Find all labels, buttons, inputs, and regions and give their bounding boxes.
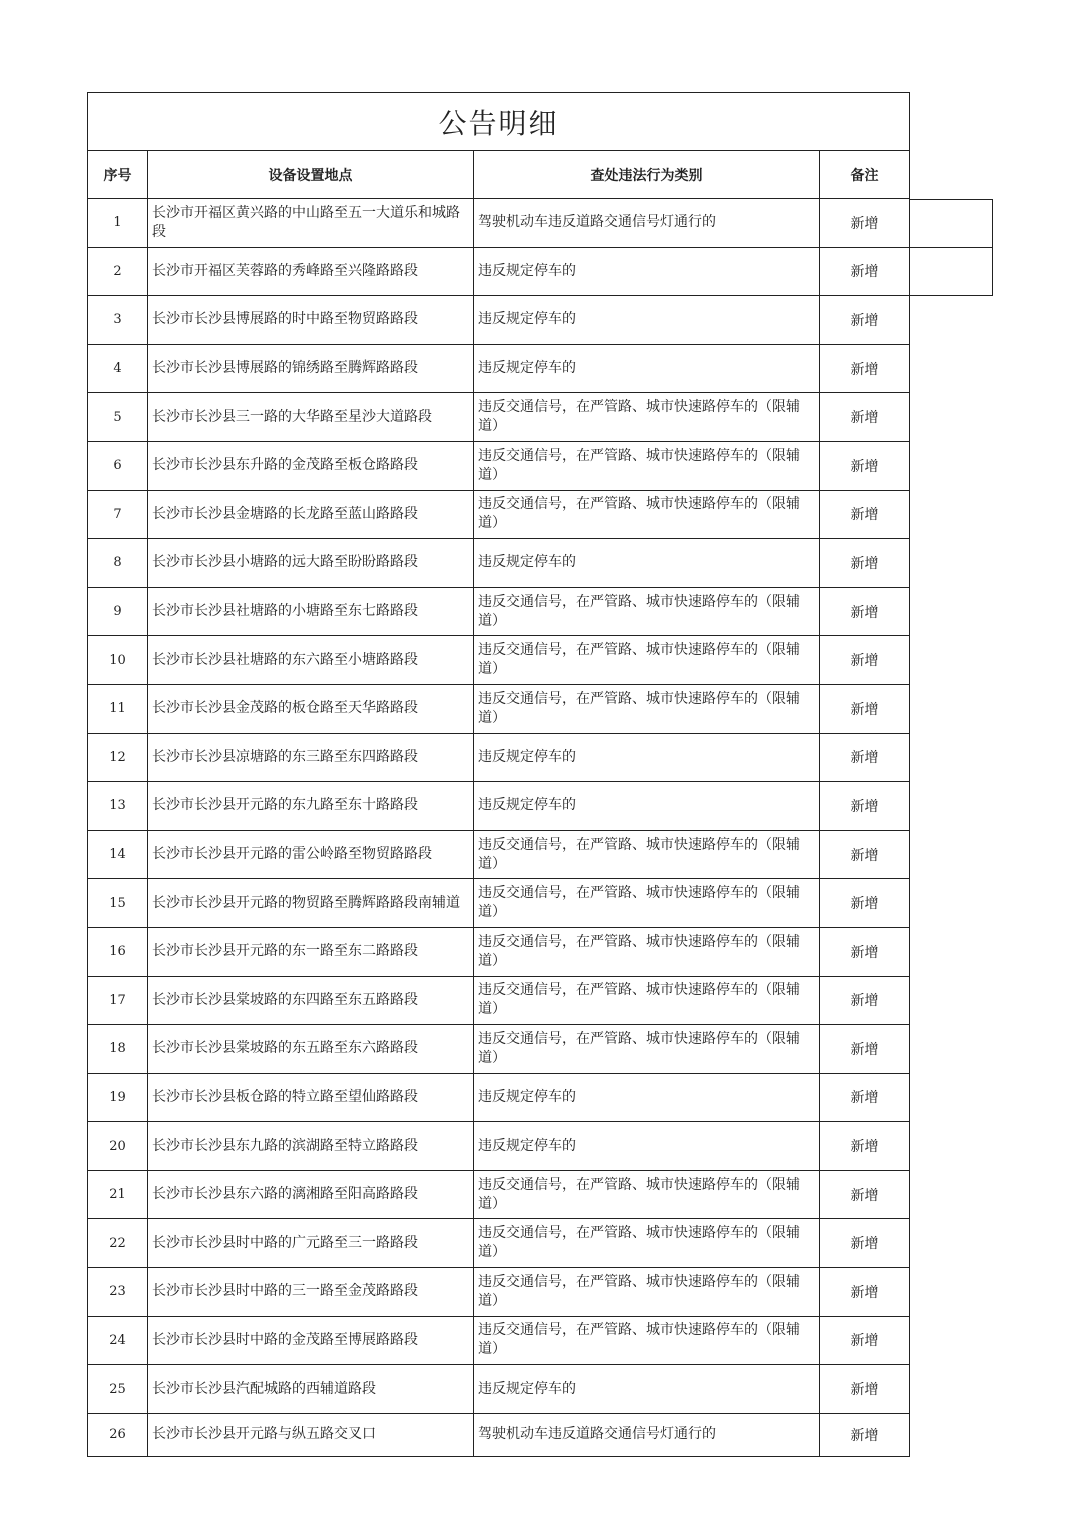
announcement-table bbox=[87, 92, 910, 1457]
cell-note: 新增 bbox=[820, 539, 910, 588]
cell-note: 新增 bbox=[820, 587, 910, 636]
cell-location: 长沙市长沙县开元路与纵五路交叉口 bbox=[148, 1413, 474, 1456]
cell-location: 长沙市长沙县社塘路的小塘路至东七路路段 bbox=[148, 587, 474, 636]
table-row bbox=[88, 587, 910, 636]
table-row bbox=[88, 1365, 910, 1414]
cell-seq: 3 bbox=[88, 296, 148, 345]
cell-note: 新增 bbox=[820, 636, 910, 685]
cell-location: 长沙市开福区芙蓉路的秀峰路至兴隆路路段 bbox=[148, 247, 474, 296]
cell-category: 违反交通信号，在严管路、城市快速路停车的（限辅道） bbox=[474, 1268, 820, 1317]
cell-seq: 12 bbox=[88, 733, 148, 782]
table-row bbox=[88, 976, 910, 1025]
table-row bbox=[88, 539, 910, 588]
table-row bbox=[88, 344, 910, 393]
cell-category: 违反交通信号，在严管路、城市快速路停车的（限辅道） bbox=[474, 1170, 820, 1219]
cell-location: 长沙市长沙县时中路的三一路至金茂路路段 bbox=[148, 1268, 474, 1317]
cell-location: 长沙市长沙县东九路的滨湖路至特立路路段 bbox=[148, 1122, 474, 1171]
cell-location: 长沙市长沙县棠坡路的东四路至东五路路段 bbox=[148, 976, 474, 1025]
cell-note: 新增 bbox=[820, 296, 910, 345]
cell-location: 长沙市长沙县时中路的金茂路至博展路路段 bbox=[148, 1316, 474, 1365]
cell-location: 长沙市长沙县凉塘路的东三路至东四路路段 bbox=[148, 733, 474, 782]
header-location: 设备设置地点 bbox=[148, 151, 474, 199]
cell-note: 新增 bbox=[820, 733, 910, 782]
cell-category: 违反规定停车的 bbox=[474, 1122, 820, 1171]
cell-seq: 25 bbox=[88, 1365, 148, 1414]
cell-note: 新增 bbox=[820, 1122, 910, 1171]
cell-seq: 19 bbox=[88, 1073, 148, 1122]
cell-category: 驾驶机动车违反道路交通信号灯通行的 bbox=[474, 199, 820, 248]
header-note: 备注 bbox=[820, 151, 910, 199]
table-row bbox=[88, 879, 910, 928]
cell-category: 违反交通信号，在严管路、城市快速路停车的（限辅道） bbox=[474, 1025, 820, 1074]
cell-note: 新增 bbox=[820, 247, 910, 296]
cell-note: 新增 bbox=[820, 830, 910, 879]
cell-location: 长沙市长沙县板仓路的特立路至望仙路路段 bbox=[148, 1073, 474, 1122]
cell-category: 违反规定停车的 bbox=[474, 247, 820, 296]
cell-note: 新增 bbox=[820, 490, 910, 539]
cell-category: 违反交通信号，在严管路、城市快速路停车的（限辅道） bbox=[474, 879, 820, 928]
table-row bbox=[88, 247, 910, 296]
cell-seq: 10 bbox=[88, 636, 148, 685]
cell-note: 新增 bbox=[820, 1025, 910, 1074]
cell-seq: 24 bbox=[88, 1316, 148, 1365]
cell-location: 长沙市长沙县开元路的雷公岭路至物贸路路段 bbox=[148, 830, 474, 879]
cell-location: 长沙市长沙县社塘路的东六路至小塘路路段 bbox=[148, 636, 474, 685]
table-row bbox=[88, 684, 910, 733]
cell-category: 违反交通信号，在严管路、城市快速路停车的（限辅道） bbox=[474, 587, 820, 636]
cell-location: 长沙市长沙县东升路的金茂路至板仓路路段 bbox=[148, 441, 474, 490]
cell-category: 违反交通信号，在严管路、城市快速路停车的（限辅道） bbox=[474, 490, 820, 539]
cell-category: 违反交通信号，在严管路、城市快速路停车的（限辅道） bbox=[474, 441, 820, 490]
table-row bbox=[88, 1122, 910, 1171]
cell-category: 违反规定停车的 bbox=[474, 539, 820, 588]
cell-location: 长沙市开福区黄兴路的中山路至五一大道乐和城路段 bbox=[148, 199, 474, 248]
cell-seq: 13 bbox=[88, 782, 148, 831]
cell-note: 新增 bbox=[820, 782, 910, 831]
cell-seq: 1 bbox=[88, 199, 148, 248]
cell-location: 长沙市长沙县时中路的广元路至三一路路段 bbox=[148, 1219, 474, 1268]
table-row bbox=[88, 1170, 910, 1219]
table-row bbox=[88, 927, 910, 976]
cell-seq: 15 bbox=[88, 879, 148, 928]
table-row bbox=[88, 296, 910, 345]
cell-seq: 16 bbox=[88, 927, 148, 976]
cell-category: 违反规定停车的 bbox=[474, 1073, 820, 1122]
cell-seq: 26 bbox=[88, 1413, 148, 1456]
cell-note: 新增 bbox=[820, 441, 910, 490]
table-row bbox=[88, 733, 910, 782]
cell-seq: 20 bbox=[88, 1122, 148, 1171]
cell-category: 违反规定停车的 bbox=[474, 1365, 820, 1414]
cell-seq: 4 bbox=[88, 344, 148, 393]
cell-category: 违反交通信号，在严管路、城市快速路停车的（限辅道） bbox=[474, 830, 820, 879]
cell-note: 新增 bbox=[820, 1268, 910, 1317]
cell-note: 新增 bbox=[820, 1316, 910, 1365]
cell-location: 长沙市长沙县小塘路的远大路至盼盼路路段 bbox=[148, 539, 474, 588]
cell-note: 新增 bbox=[820, 1219, 910, 1268]
cell-location: 长沙市长沙县三一路的大华路至星沙大道路段 bbox=[148, 393, 474, 442]
cell-seq: 7 bbox=[88, 490, 148, 539]
cell-note: 新增 bbox=[820, 1365, 910, 1414]
cell-note: 新增 bbox=[820, 1073, 910, 1122]
table-row bbox=[88, 1025, 910, 1074]
cell-category: 驾驶机动车违反道路交通信号灯通行的 bbox=[474, 1413, 820, 1456]
table-row bbox=[88, 393, 910, 442]
cell-seq: 2 bbox=[88, 247, 148, 296]
cell-note: 新增 bbox=[820, 879, 910, 928]
cell-category: 违反规定停车的 bbox=[474, 733, 820, 782]
cell-location: 长沙市长沙县东六路的漓湘路至阳高路路段 bbox=[148, 1170, 474, 1219]
cell-category: 违反规定停车的 bbox=[474, 782, 820, 831]
cell-location: 长沙市长沙县金塘路的长龙路至蓝山路路段 bbox=[148, 490, 474, 539]
header-seq: 序号 bbox=[88, 151, 148, 199]
cell-category: 违反规定停车的 bbox=[474, 296, 820, 345]
table-row bbox=[88, 199, 910, 248]
header-row bbox=[88, 151, 910, 199]
cell-location: 长沙市长沙县金茂路的板仓路至天华路路段 bbox=[148, 684, 474, 733]
cell-seq: 22 bbox=[88, 1219, 148, 1268]
table-row bbox=[88, 490, 910, 539]
cell-category: 违反交通信号，在严管路、城市快速路停车的（限辅道） bbox=[474, 1316, 820, 1365]
cell-seq: 9 bbox=[88, 587, 148, 636]
cell-seq: 18 bbox=[88, 1025, 148, 1074]
cell-seq: 8 bbox=[88, 539, 148, 588]
cell-seq: 6 bbox=[88, 441, 148, 490]
cell-category: 违反交通信号，在严管路、城市快速路停车的（限辅道） bbox=[474, 1219, 820, 1268]
cell-note: 新增 bbox=[820, 199, 910, 248]
cell-location: 长沙市长沙县博展路的时中路至物贸路路段 bbox=[148, 296, 474, 345]
cell-category: 违反交通信号，在严管路、城市快速路停车的（限辅道） bbox=[474, 684, 820, 733]
cell-note: 新增 bbox=[820, 684, 910, 733]
cell-seq: 14 bbox=[88, 830, 148, 879]
table-row bbox=[88, 441, 910, 490]
cell-location: 长沙市长沙县棠坡路的东五路至东六路路段 bbox=[148, 1025, 474, 1074]
cell-category: 违反规定停车的 bbox=[474, 344, 820, 393]
cell-location: 长沙市长沙县博展路的锦绣路至腾辉路路段 bbox=[148, 344, 474, 393]
cell-category: 违反交通信号，在严管路、城市快速路停车的（限辅道） bbox=[474, 976, 820, 1025]
cell-location: 长沙市长沙县开元路的物贸路至腾辉路路段南辅道 bbox=[148, 879, 474, 928]
extra-cell-divider bbox=[909, 247, 993, 248]
cell-note: 新增 bbox=[820, 976, 910, 1025]
table-row bbox=[88, 1413, 910, 1456]
table-row bbox=[88, 1219, 910, 1268]
cell-seq: 23 bbox=[88, 1268, 148, 1317]
table-row bbox=[88, 1316, 910, 1365]
table-body bbox=[88, 199, 910, 1457]
table-row bbox=[88, 1073, 910, 1122]
table-row bbox=[88, 830, 910, 879]
cell-note: 新增 bbox=[820, 1170, 910, 1219]
cell-category: 违反交通信号，在严管路、城市快速路停车的（限辅道） bbox=[474, 393, 820, 442]
cell-category: 违反交通信号，在严管路、城市快速路停车的（限辅道） bbox=[474, 636, 820, 685]
cell-seq: 5 bbox=[88, 393, 148, 442]
table-row bbox=[88, 1268, 910, 1317]
cell-note: 新增 bbox=[820, 393, 910, 442]
cell-category: 违反交通信号，在严管路、城市快速路停车的（限辅道） bbox=[474, 927, 820, 976]
cell-location: 长沙市长沙县开元路的东一路至东二路路段 bbox=[148, 927, 474, 976]
cell-seq: 17 bbox=[88, 976, 148, 1025]
cell-note: 新增 bbox=[820, 927, 910, 976]
cell-location: 长沙市长沙县汽配城路的西辅道路段 bbox=[148, 1365, 474, 1414]
cell-seq: 21 bbox=[88, 1170, 148, 1219]
table-title: 公告明细 bbox=[88, 93, 910, 151]
table-row bbox=[88, 782, 910, 831]
table-row bbox=[88, 636, 910, 685]
cell-seq: 11 bbox=[88, 684, 148, 733]
cell-location: 长沙市长沙县开元路的东九路至东十路路段 bbox=[148, 782, 474, 831]
cell-note: 新增 bbox=[820, 1413, 910, 1456]
header-category: 查处违法行为类别 bbox=[474, 151, 820, 199]
cell-note: 新增 bbox=[820, 344, 910, 393]
title-row bbox=[88, 93, 910, 151]
